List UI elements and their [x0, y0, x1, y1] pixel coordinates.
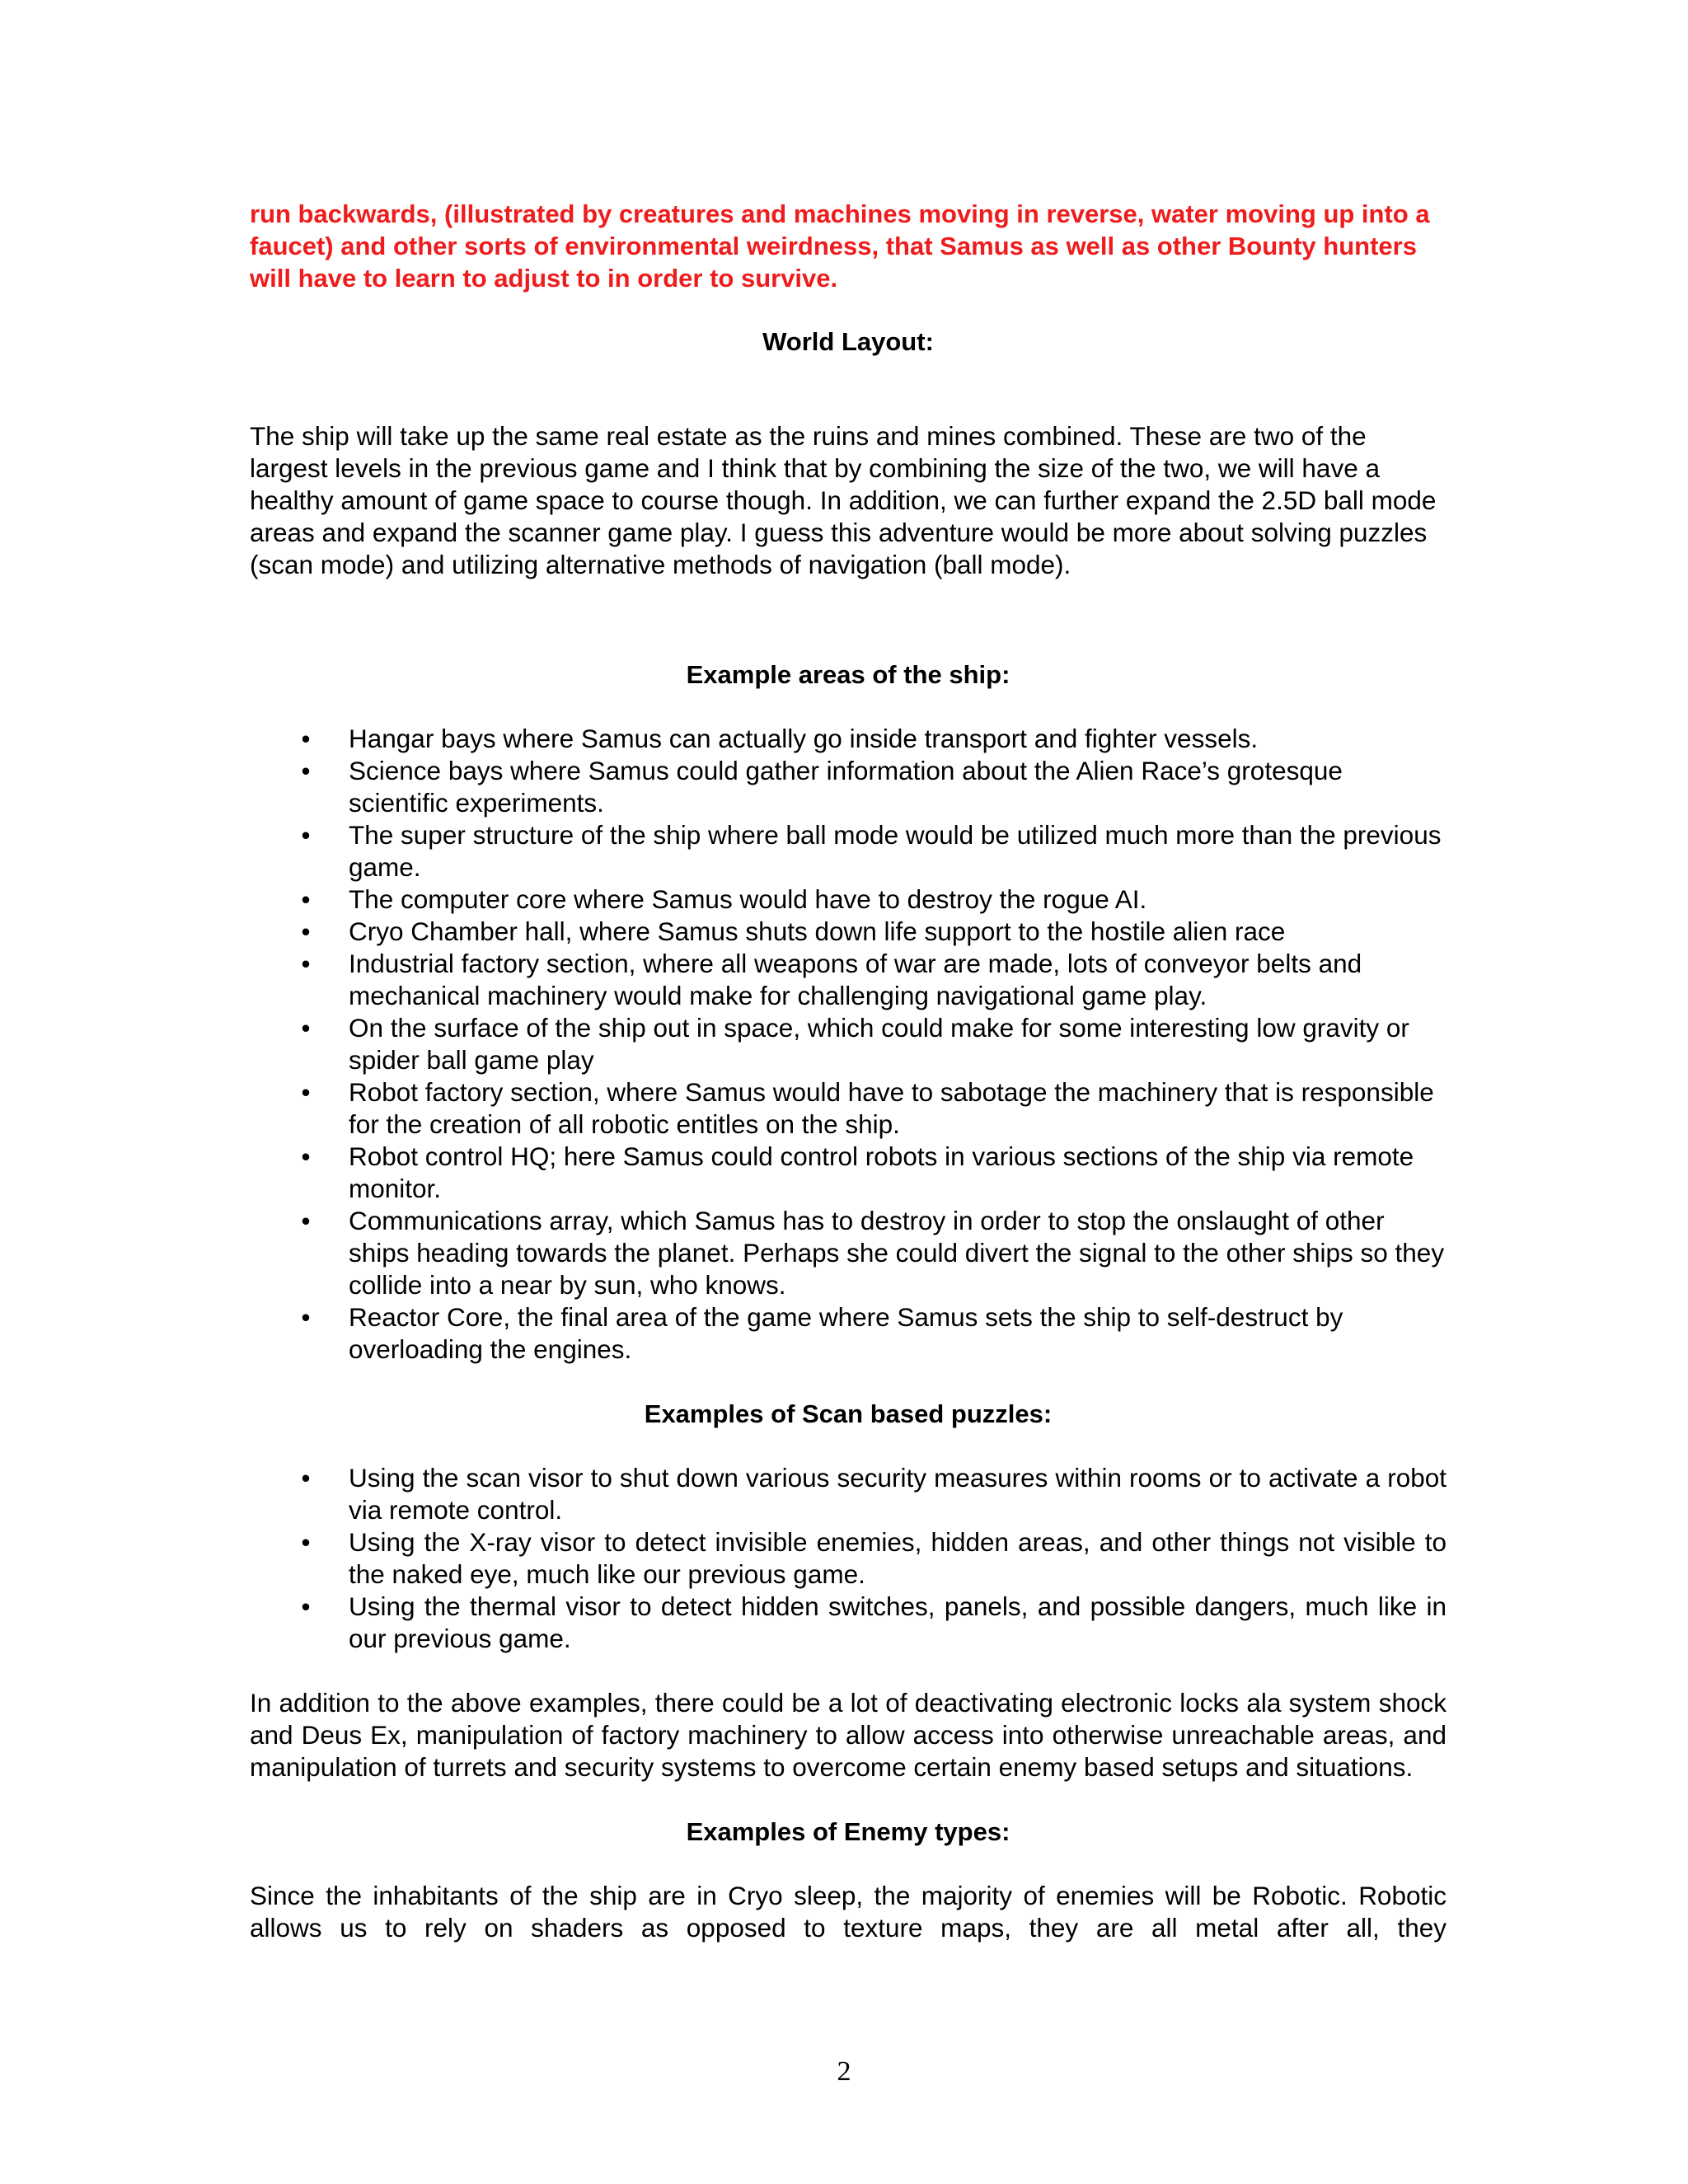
bullet-icon: • [301, 1206, 311, 1235]
bullet-icon: • [301, 1013, 311, 1043]
document-page [250, 198, 1447, 1944]
list-item [250, 1526, 1447, 1591]
list-item [250, 1591, 1447, 1655]
scan-puzzles-heading: Examples of Scan based puzzles: [644, 1399, 1053, 1428]
enemy-types-paragraph: Since the inhabitants of the ship are in Cryo sleep, the majority of enemies will be Robotic. Robotic allows us to rely on shaders as opposed to texture maps, they are all metal after all, they [250, 1881, 1447, 1943]
list-item [250, 819, 1447, 883]
list-item [250, 883, 1447, 916]
page-number: 2 [837, 2056, 851, 2087]
list-item [250, 1012, 1447, 1076]
list-item-text: Hangar bays where Samus can actually go inside transport and fighter vessels. [349, 724, 1259, 753]
bullet-icon: • [301, 756, 311, 785]
bullet-icon: • [301, 916, 311, 946]
list-item [250, 723, 1447, 755]
list-item [250, 1076, 1447, 1141]
bullet-icon: • [301, 949, 311, 978]
list-item-text: Using the X-ray visor to detect invisible enemies, hidden areas, and other things not visible to the naked eye, much like our previous game. [349, 1527, 1447, 1589]
ship-areas-list [250, 723, 1447, 1366]
list-item-text: Robot factory section, where Samus would have to sabotage the machinery that is responsible for the creation of all robotic entitles on the ship. [349, 1077, 1434, 1139]
list-item-text: Industrial factory section, where all weapons of war are made, lots of conveyor belts and mechanical machinery would make for challenging navigational game play. [349, 949, 1362, 1010]
world-layout-paragraph: The ship will take up the same real estate as the ruins and mines combined. These are two of the largest levels in the previous game and I think that by combining the size of the two, we will have a healthy amount of game space to course though. In addition, we can further expand the 2.5D ball mode areas and expand the scanner game play. I guess this adventure would be more about solving puzzles (scan mode) and utilizing alternative methods of navigation (ball mode). [250, 421, 1437, 579]
intro-paragraph: run backwards, (illustrated by creatures and machines moving in reverse, water moving up into a faucet) and other sorts of environmental weirdness, that Samus as well as other Bounty hunters will have to learn to adjust to in order to survive. [250, 199, 1430, 293]
bullet-icon: • [301, 1077, 311, 1107]
list-item [250, 1205, 1447, 1301]
bullet-icon: • [301, 724, 311, 753]
list-item [250, 916, 1447, 948]
enemy-types-heading: Examples of Enemy types: [686, 1817, 1010, 1846]
list-item-text: The computer core where Samus would have to destroy the rogue AI. [349, 884, 1147, 914]
list-item-text: The super structure of the ship where ball mode would be utilized much more than the previous game. [349, 820, 1442, 882]
list-item-text: Cryo Chamber hall, where Samus shuts down life support to the hostile alien race [349, 916, 1286, 946]
list-item [250, 1141, 1447, 1205]
list-item-text: Robot control HQ; here Samus could control robots in various sections of the ship via remote monitor. [349, 1141, 1414, 1203]
bullet-icon: • [301, 1527, 311, 1557]
list-item-text: Science bays where Samus could gather information about the Alien Race’s grotesque scientific experiments. [349, 756, 1343, 818]
scan-puzzles-list [250, 1462, 1447, 1655]
bullet-icon: • [301, 1141, 311, 1171]
list-item-text: On the surface of the ship out in space, which could make for some interesting low gravity or spider ball game play [349, 1013, 1409, 1075]
scan-puzzles-paragraph: In addition to the above examples, there could be a lot of deactivating electronic locks ala system shock and Deus Ex, manipulation of factory machinery to allow access into otherwise unreachable areas, and manipulation of turrets and security systems to overcome certain enemy based setups and situations. [250, 1688, 1447, 1782]
list-item-text: Communications array, which Samus has to destroy in order to stop the onslaught of other ships heading towards the planet. Perhaps she could divert the signal to the other ships so they collide into a near by sun, who knows. [349, 1206, 1445, 1300]
list-item-text: Using the scan visor to shut down various security measures within rooms or to activate a robot via remote control. [349, 1463, 1447, 1525]
bullet-icon: • [301, 1302, 311, 1332]
bullet-icon: • [301, 1591, 311, 1621]
list-item-text: Reactor Core, the final area of the game where Samus sets the ship to self-destruct by overloading the engines. [349, 1302, 1343, 1364]
list-item [250, 948, 1447, 1012]
bullet-icon: • [301, 884, 311, 914]
world-layout-heading: World Layout: [762, 327, 934, 356]
list-item [250, 1462, 1447, 1526]
list-item [250, 1301, 1447, 1366]
ship-areas-heading: Example areas of the ship: [686, 660, 1010, 689]
list-item-text: Using the thermal visor to detect hidden switches, panels, and possible dangers, much like in our previous game. [349, 1591, 1447, 1653]
bullet-icon: • [301, 820, 311, 850]
bullet-icon: • [301, 1463, 311, 1493]
list-item [250, 755, 1447, 819]
